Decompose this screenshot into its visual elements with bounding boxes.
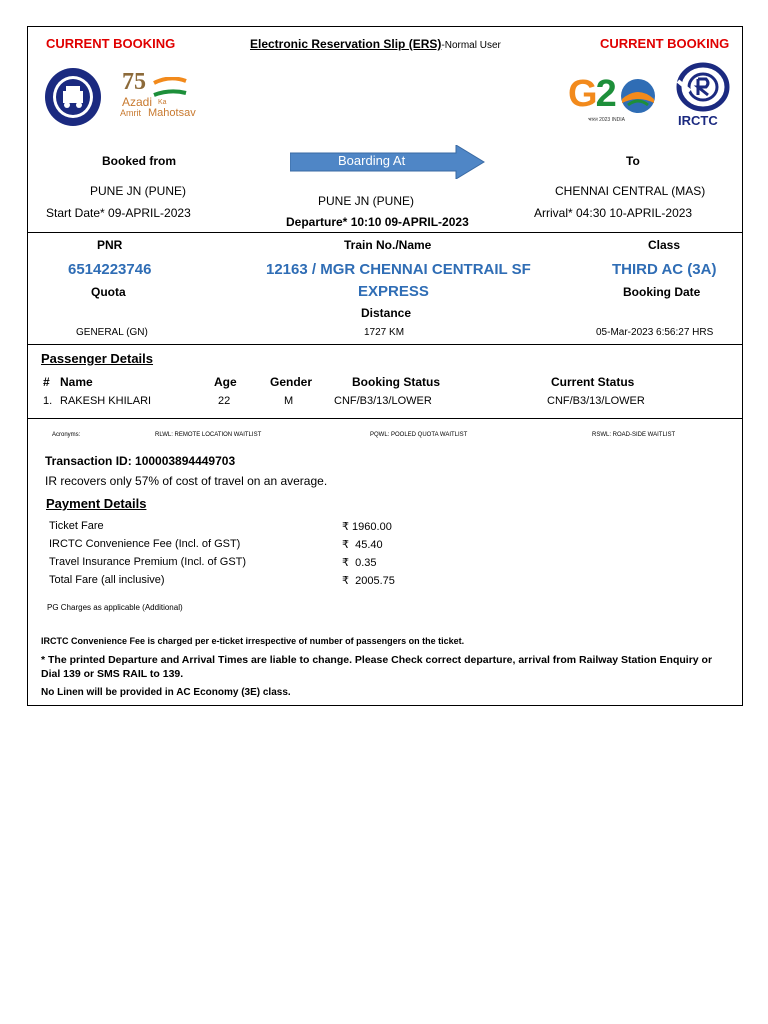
- boarding-arrow: [290, 145, 486, 179]
- slip-title: Electronic Reservation Slip (ERS)-Normal User: [250, 37, 501, 51]
- start-date: Start Date* 09-APRIL-2023: [46, 206, 191, 220]
- class-value: THIRD AC (3A): [612, 261, 717, 278]
- pg-charges-note: PG Charges as applicable (Additional): [47, 603, 183, 612]
- irctc-logo: IRCTC: [674, 61, 732, 133]
- g20-text: G2: [568, 73, 615, 115]
- transaction-id: Transaction ID: 100003894449703: [45, 454, 236, 468]
- reservation-slip: CURRENT BOOKING Electronic Reservation Slip (ERS)-Normal User CURRENT BOOKING 75 Azadi Ka Amrit Mahotsav G2 भारत 2023 INDIA IRCTC Booked from Boarding At To PUNE JN (PUNE) Start Date* 09-APRIL-2023 PUNE JN (PUNE) Departure* 10:10 09-APRIL-2023 CHENNAI CENTRAL (MAS) Arrival* 04:30 10-APRIL-2023 PNR 6514223746 Train No./Name 12163 / MGR CHENNAI CENTRAIL SF EXPRESS Class THIRD AC (3A) Quota Booking Date Distance GENERAL (GN) 1727 KM 05-Mar-2023 6:56:27 HRS Passenger Details # Name Age Gender Booking Status Current Status 1. RAKESH KHILARI 22 M CNF/B3/13/LOWER CNF/B3/13/LOWER Acronyms: RLWL: REMOTE LOCATION WAITLIST PQWL: POOLED QUOTA WAITLIST RSWL: ROAD-SIDE WAITLIST Transaction ID: 100003894449703 IR recovers only 57% of cost of travel on an average. Payment Details Ticket Fare ₹ 1960.00 IRCTC Convenience Fee (Incl. of GST) ₹ 45.40 Travel Insurance Premium (Incl. of GST) ₹ 0.35 Total Fare (all inclusive) ₹ 2005.75 PG Charges as applicable (Additional) IRCTC Convenience Fee is charged per e-ticket irrespective of number of passengers on the ticket. * The printed Departure and Arrival Times are liable to change. Please Check correct departure, arrival from Railway Station Enquiry or Dial 139 or SMS RAIL to 139. No Linen will be provided in AC Economy (3E) class.: [27, 26, 743, 706]
- indian-railways-logo: [44, 67, 102, 127]
- left-booking-status: CURRENT BOOKING: [46, 36, 176, 51]
- linen-note: No Linen will be provided in AC Economy (3E) class.: [41, 687, 291, 698]
- col-current-status: Current Status: [551, 375, 635, 389]
- col-gender: Gender: [270, 375, 313, 389]
- azadi-ka-amrit-mahotsav-logo: 75 Azadi Ka Amrit Mahotsav: [120, 69, 196, 119]
- g20-logo: G2 भारत 2023 INDIA: [568, 73, 660, 129]
- divider: [28, 344, 742, 345]
- pnr-label: PNR: [97, 238, 123, 252]
- recovery-note: IR recovers only 57% of cost of travel on an average.: [45, 474, 328, 488]
- boarding-station: PUNE JN (PUNE): [318, 194, 415, 208]
- col-age: Age: [214, 375, 237, 389]
- booking-date-label: Booking Date: [623, 285, 701, 299]
- right-booking-status: CURRENT BOOKING: [600, 36, 730, 51]
- acronym-rswl: RSWL: ROAD-SIDE WAITLIST: [592, 432, 676, 438]
- booking-date-value: 05-Mar-2023 6:56:27 HRS: [596, 327, 714, 338]
- convenience-fee-note: IRCTC Convenience Fee is charged per e-ticket irrespective of number of passengers on the ticket.: [41, 636, 465, 646]
- timing-note-line2: Dial 139 or SMS RAIL to 139.: [41, 668, 184, 680]
- acronym-pqwl: PQWL: POOLED QUOTA WAITLIST: [370, 432, 468, 438]
- from-station: PUNE JN (PUNE): [90, 184, 187, 198]
- col-name: Name: [60, 375, 93, 389]
- train-name-line1: 12163 / MGR CHENNAI CENTRAIL SF: [266, 261, 531, 278]
- class-label: Class: [648, 238, 681, 252]
- acronyms-label: Acronyms:: [52, 432, 81, 438]
- quota-label: Quota: [91, 285, 126, 299]
- to-label: To: [626, 154, 640, 168]
- arrival-time: Arrival* 04:30 10-APRIL-2023: [534, 206, 693, 220]
- timing-note-line1: * The printed Departure and Arrival Times are liable to change. Please Check correct departure, arrival from Railway Station Enquiry or: [41, 654, 713, 666]
- acronym-rlwl: RLWL: REMOTE LOCATION WAITLIST: [155, 432, 262, 438]
- to-station: CHENNAI CENTRAL (MAS): [555, 184, 706, 198]
- pnr-value: 6514223746: [68, 261, 152, 278]
- quota-value: GENERAL (GN): [76, 327, 148, 338]
- col-num: #: [43, 375, 50, 389]
- divider: [28, 232, 742, 233]
- train-name-line2: EXPRESS: [358, 283, 429, 300]
- distance-value: 1727 KM: [364, 327, 405, 338]
- col-booking-status: Booking Status: [352, 375, 441, 389]
- divider: [28, 418, 742, 419]
- booked-from-label: Booked from: [102, 154, 177, 168]
- boarding-label: Boarding At: [338, 153, 406, 168]
- train-label: Train No./Name: [344, 238, 432, 252]
- payment-details-title: Payment Details: [46, 496, 147, 511]
- passenger-details-title: Passenger Details: [41, 351, 154, 366]
- distance-label: Distance: [361, 306, 412, 320]
- departure-time: Departure* 10:10 09-APRIL-2023: [286, 215, 469, 229]
